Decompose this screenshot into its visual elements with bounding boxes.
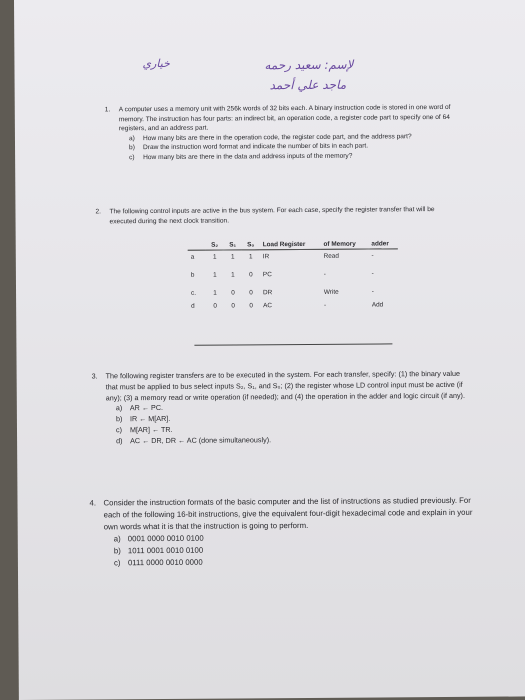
table-cell: 1 bbox=[231, 271, 235, 279]
handwritten-note-left: خياري bbox=[142, 56, 170, 71]
table-cell: DR bbox=[263, 289, 273, 297]
table-header: Load Register bbox=[260, 240, 321, 250]
question-2 bbox=[95, 205, 460, 227]
table-cell: a bbox=[190, 253, 195, 261]
list-item: d) AC ← DR, DR ← AC (done simultaneously). bbox=[116, 434, 272, 446]
table-header: adder bbox=[368, 239, 397, 249]
table-cell: - bbox=[323, 270, 326, 278]
table-cell: d bbox=[191, 302, 195, 310]
exam-page bbox=[14, 0, 525, 700]
list-item: c) 0111 0000 0010 0000 bbox=[113, 558, 203, 568]
table-row bbox=[188, 298, 398, 312]
question-text: The following control inputs are active in the bus system. For each case, specify the register transfer that will be executed during the next clock transition. bbox=[109, 206, 435, 225]
question-text: Consider the instruction formats of the basic computer and the list of instructions as studied previously. For each of the following 16-bit instructions, give the equivalent four-digit hexadecimal code and explain in your own words what it is that the instruction is going to perform. bbox=[103, 495, 473, 532]
table-cell: - bbox=[323, 301, 327, 309]
table-header bbox=[188, 241, 206, 251]
list-item: a) AR ← PC. bbox=[115, 403, 164, 413]
table-cell: 0 bbox=[249, 289, 253, 297]
question-number: 2. bbox=[95, 208, 102, 216]
question-part-a: a) How many bits are there in the operation code, the register code part, and the address part? bbox=[128, 132, 412, 142]
list-item: c) M[AR] ← TR. bbox=[115, 424, 173, 435]
table-cell: 0 bbox=[231, 302, 235, 310]
control-inputs-table bbox=[188, 239, 398, 312]
table-cell: 0 bbox=[249, 271, 253, 279]
table-bottom-rule bbox=[194, 343, 392, 345]
question-part-b: b) Draw the instruction word format and indicate the number of bits in each part. bbox=[129, 142, 369, 152]
table-cell: 1 bbox=[230, 253, 235, 261]
table-cell: 0 bbox=[249, 302, 253, 310]
question-part-c: c) How many bits are there in the data and address inputs of the memory? bbox=[129, 152, 353, 161]
table-header: S₂ bbox=[206, 241, 224, 251]
list-item: b) IR ← M[AR]. bbox=[115, 414, 171, 424]
table-cell: - bbox=[371, 288, 374, 296]
question-number: 1. bbox=[104, 106, 111, 114]
table-cell: - bbox=[371, 270, 374, 278]
question-4 bbox=[89, 495, 484, 570]
table-cell: 1 bbox=[213, 271, 217, 279]
table-cell: 1 bbox=[213, 289, 217, 297]
table-header: S₁ bbox=[224, 240, 242, 250]
table-cell: PC bbox=[262, 271, 272, 279]
table-cell: 0 bbox=[213, 302, 217, 310]
list-item: a) 0001 0000 0010 0100 bbox=[113, 533, 204, 544]
table-header: S₀ bbox=[242, 240, 260, 250]
question-text: The following register transfers are to be executed in the system. For each transfer, specify: (1) the binary value that must be applied to bus select inputs S₂, S₁, and S₀; (2) the register whose LD control input must be active (if any); (3) a memory read or write operation (if needed); and (4) the operation in the adder and logic circuit (if any). bbox=[105, 368, 465, 402]
question-3 bbox=[92, 369, 473, 447]
handwritten-name-second-line: ماجد علي أحمد bbox=[269, 77, 347, 93]
table-row bbox=[188, 262, 398, 281]
question-number: 3. bbox=[91, 371, 98, 381]
handwritten-name: لإسم: سعيد رحمه bbox=[264, 57, 354, 73]
table-cell: IR bbox=[262, 253, 270, 261]
question-text: A computer uses a memory unit with 256k words of 32 bits each. A binary instruction code is stored in one word of memory. The instruction has four parts: an indirect bit, an operation code, a register code part to specify one of 64 registers, and an address part. bbox=[118, 103, 451, 133]
table-cell: - bbox=[371, 252, 374, 260]
table-cell: 0 bbox=[231, 289, 235, 297]
table-cell: Add bbox=[371, 301, 384, 309]
table-cell: AC bbox=[263, 302, 273, 310]
table-cell: Write bbox=[323, 288, 339, 296]
table-cell: Read bbox=[323, 252, 339, 260]
table-cell: c. bbox=[191, 289, 197, 297]
question-number: 4. bbox=[89, 498, 97, 508]
table-cell: 1 bbox=[212, 253, 217, 261]
question-1 bbox=[105, 103, 455, 163]
table-cell: b bbox=[190, 271, 195, 279]
table-row bbox=[188, 280, 398, 299]
table-cell: 1 bbox=[248, 253, 253, 261]
list-item: b) 1011 0001 0010 0100 bbox=[113, 546, 204, 556]
table-header: of Memory bbox=[320, 240, 368, 250]
